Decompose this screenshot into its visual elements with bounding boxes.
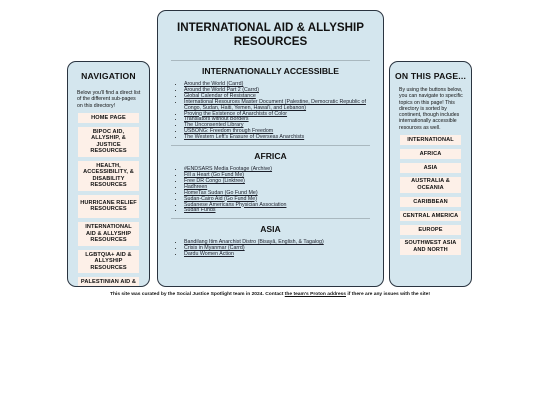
nav-button-home[interactable]: HOME PAGE [78, 113, 139, 127]
nav-button-international[interactable]: INTERNATIONAL AID & ALLYSHIP RESOURCES [78, 222, 139, 250]
nav-button-palestinian[interactable]: PALESTINIAN AID & [78, 277, 139, 287]
resource-link[interactable]: Sudanese Americans Physician Association [184, 201, 287, 208]
resource-link[interactable]: The Western Left's Erasure of Overseas Anarchists [184, 134, 305, 141]
main-content-panel [157, 10, 384, 287]
section-heading-africa: AFRICA [254, 151, 287, 162]
resource-link[interactable]: Free DR Congo (Linktree) [184, 177, 245, 184]
section-divider [171, 145, 370, 146]
jump-button-asia[interactable]: ASIA [400, 163, 461, 177]
resource-link[interactable]: HomeTax Sudan (Go Fund Me) [184, 189, 258, 196]
resource-link[interactable]: International Resources Master Document (Palestine, Democratic Republic of Congo, Sudan, Haiti, Yemen, Hawai'i, and Lebanon) [184, 98, 366, 111]
section-divider [171, 60, 370, 61]
resource-link[interactable]: Sudan-Cairo Aid (Go Fund Me) [184, 195, 258, 202]
resource-link[interactable]: The Unconsented Library [184, 122, 244, 129]
section-divider [171, 218, 370, 219]
jump-button-central-america[interactable]: CENTRAL AMERICA [400, 211, 461, 225]
resource-link[interactable]: Hadhreen [184, 183, 208, 190]
footer-text: This site was curated by the Social Justice Spotlight team in 2024. Contact [110, 292, 285, 297]
resource-link[interactable]: Around the World Part 2 (Carrd) [184, 86, 259, 93]
links-list-international [158, 82, 377, 141]
resource-link[interactable]: Proving the Existence of Anarchists of Color [184, 110, 288, 117]
contact-link[interactable]: the team's Proton address [284, 292, 346, 297]
resource-link[interactable]: USBONG: Freedom through Freedom [184, 128, 274, 135]
on-this-page-panel [389, 61, 472, 287]
section-heading-international: INTERNATIONALLY ACCESSIBLE [201, 66, 340, 76]
resource-link[interactable]: Dardu Women Action [184, 251, 234, 258]
navigation-panel [67, 61, 150, 287]
jump-button-caribbean[interactable]: CARIBBEAN [400, 197, 461, 211]
jump-button-europe[interactable]: EUROPE [400, 225, 461, 239]
resource-link[interactable]: #ENDSARS Media Footage (Archive) [184, 166, 273, 173]
resource-link[interactable]: Crisis in Myanmar (Carrd) [184, 245, 245, 252]
nav-button-hurricane[interactable]: HURRICANE RELIEF RESOURCES [78, 195, 139, 222]
resource-link[interactable]: Fill a Heart (Go Fund Me) [184, 171, 245, 178]
footer [0, 292, 540, 297]
resource-link[interactable]: Around the World (Carrd) [184, 81, 244, 87]
list-item [184, 135, 377, 141]
navigation-description: Below you'll find a direct list of the different sub-pages on this directory! [77, 90, 141, 109]
jump-button-international[interactable]: INTERNATIONAL [400, 135, 461, 149]
resource-link[interactable]: Bandilang Itim Anarchist Distro (Bisayâ, English, & Tagalog) [184, 239, 324, 246]
on-this-page-list [390, 135, 471, 259]
jump-button-southwest-asia-north-africa[interactable]: SOUTHWEST ASIA AND NORTH [400, 239, 461, 259]
list-item [184, 208, 377, 214]
footer-text-end: if there are any issues with the site! [346, 292, 430, 297]
nav-button-health[interactable]: HEALTH, ACCESSIBILITY, & DISABILITY RESOURCES [78, 161, 139, 195]
nav-button-lgbtqia[interactable]: LGBTQIA+ AID & ALLYSHIP RESOURCES [78, 250, 139, 277]
list-item [184, 252, 377, 258]
on-this-page-description: By using the buttons below, you can navigate to specific topics on this page! This directory is sorted by continent, though includes internationally accessible resources as well. [399, 87, 463, 131]
jump-button-australia-oceania[interactable]: AUSTRALIA & OCEANIA [400, 177, 461, 197]
resource-link[interactable]: Sudan Funds [184, 207, 216, 214]
links-list-africa [158, 167, 377, 214]
jump-button-africa[interactable]: AFRICA [400, 149, 461, 163]
nav-button-bipoc[interactable]: BIPOC AID, ALLYSHIP, & JUSTICE RESOURCES [78, 127, 139, 161]
resource-link[interactable]: Global Calendar of Resistance [184, 92, 256, 99]
section-heading-asia: ASIA [260, 224, 281, 235]
on-this-page-title: ON THIS PAGE... [394, 71, 467, 81]
resource-link[interactable]: Translators without Borders [184, 116, 249, 123]
links-list-asia [158, 240, 377, 258]
navigation-title: NAVIGATION [81, 71, 136, 81]
page-title: INTERNATIONAL AID & ALLYSHIP RESOURCES [176, 21, 364, 48]
navigation-list [68, 113, 149, 287]
